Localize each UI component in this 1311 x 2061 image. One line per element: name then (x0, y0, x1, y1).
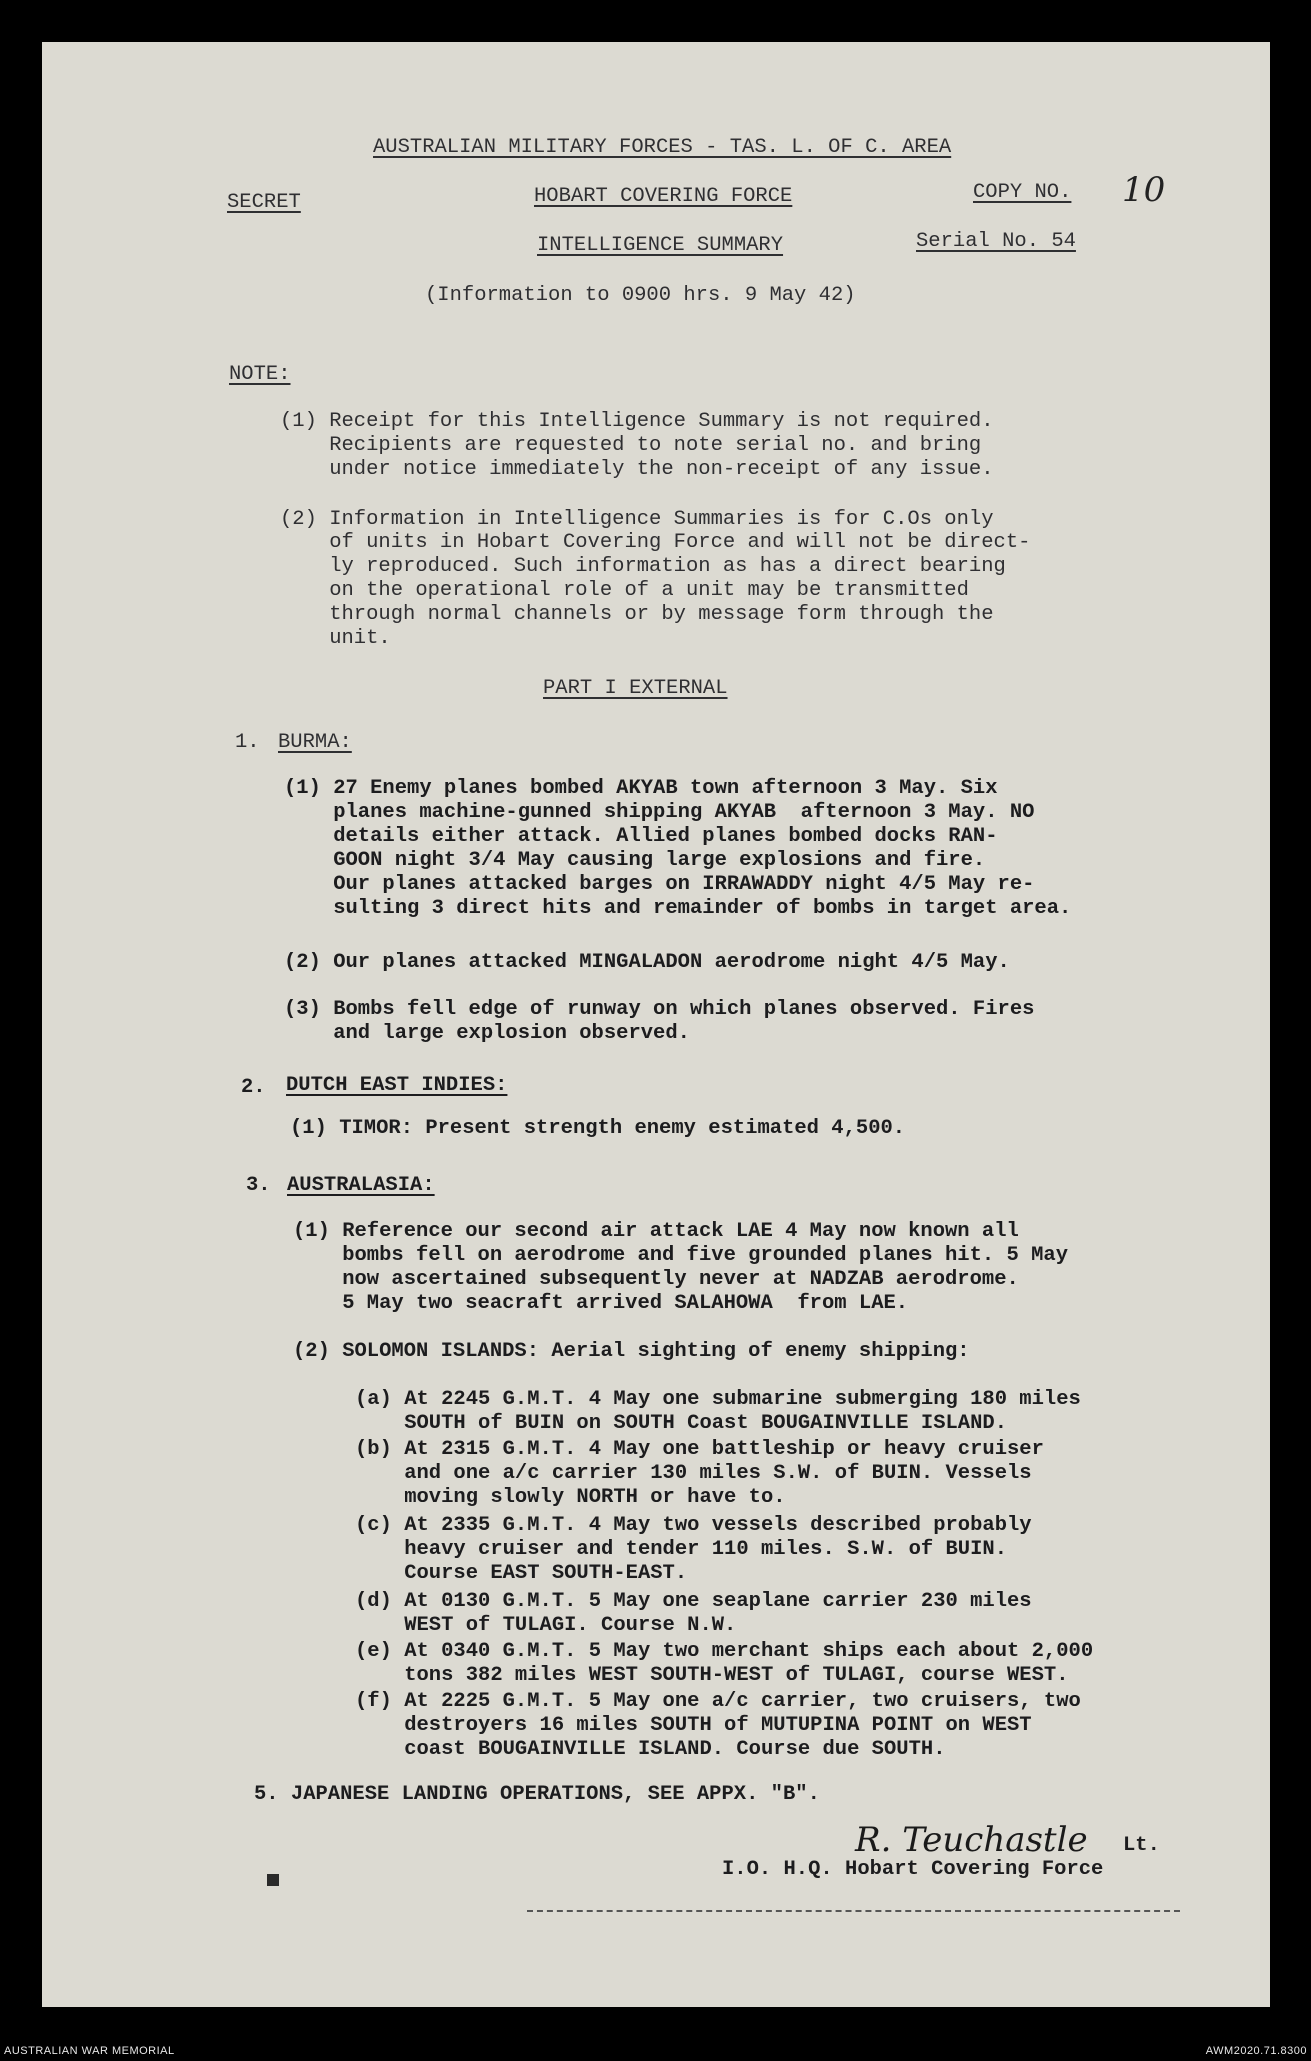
note-heading: NOTE: (229, 363, 291, 386)
force-name: HOBART COVERING FORCE (534, 185, 793, 208)
burma-item1-line2: planes machine-gunned shipping AKYAB afternoon 3 May. NO (284, 801, 1035, 824)
summary-title: INTELLIGENCE SUMMARY (537, 234, 784, 257)
signature-rank: Lt. (1123, 1834, 1160, 1857)
australasia-item1-line2: bombs fell on aerodrome and five grounded planes hit. 5 May (293, 1244, 1069, 1267)
footer-credit: AUSTRALIAN WAR MEMORIAL (4, 2045, 175, 2057)
burma-item3-line1: (3) Bombs fell edge of runway on which planes observed. Fires (284, 998, 1035, 1021)
australasia-item2: (2) SOLOMON ISLANDS: Aerial sighting of enemy shipping: (293, 1340, 970, 1363)
sighting-d-line2: WEST of TULAGI. Course N.W. (355, 1614, 737, 1637)
section-number-dei: 2. (241, 1076, 266, 1099)
burma-item1-line1: (1) 27 Enemy planes bombed AKYAB town afternoon 3 May. Six (284, 777, 998, 800)
burma-item1-line5: Our planes attacked barges on IRRAWADDY night 4/5 May re- (284, 873, 1035, 896)
signature-office: I.O. H.Q. Hobart Covering Force (722, 1858, 1104, 1881)
copy-label: COPY NO. (973, 181, 1072, 204)
sighting-a-line1: (a) At 2245 G.M.T. 4 May one submarine submerging 180 miles (355, 1388, 1081, 1411)
note-item2-line6: unit. (280, 627, 391, 650)
section-number-australasia: 3. (246, 1174, 271, 1197)
note-item2-line5: through normal channels or by message form through the (280, 603, 994, 626)
sighting-d-line1: (d) At 0130 G.M.T. 5 May one seaplane carrier 230 miles (355, 1590, 1032, 1613)
section-number-burma: 1. (235, 731, 260, 754)
sighting-f-line2: destroyers 16 miles SOUTH of MUTUPINA POINT on WEST (355, 1714, 1032, 1737)
copy-number: 10 (1122, 170, 1166, 210)
note-item2-line2: of units in Hobart Covering Force and will not be direct- (280, 531, 1031, 554)
burma-item3-line2: and large explosion observed. (284, 1022, 690, 1045)
header-title: AUSTRALIAN MILITARY FORCES - TAS. L. OF C. AREA (373, 136, 952, 159)
handwritten-signature: R. Teuchastle (855, 1820, 1088, 1860)
sighting-c-line3: Course EAST SOUTH-EAST. (355, 1562, 688, 1585)
dashed-rule (527, 1910, 1180, 1912)
note-item2-line3: ly reproduced. Such information as has a direct bearing (280, 555, 1006, 578)
burma-item1-line6: sulting 3 direct hits and remainder of bombs in target area. (284, 897, 1072, 920)
burma-item1-line4: GOON night 3/4 May causing large explosions and fire. (284, 849, 986, 872)
sighting-c-line1: (c) At 2335 G.M.T. 4 May two vessels described probably (355, 1514, 1032, 1537)
note-item1-line3: under notice immediately the non-receipt of any issue. (280, 458, 994, 481)
sighting-e-line1: (e) At 0340 G.M.T. 5 May two merchant ships each about 2,000 (355, 1640, 1094, 1663)
sighting-e-line2: tons 382 miles WEST SOUTH-WEST of TULAGI, course WEST. (355, 1664, 1069, 1687)
footer-accession: AWM2020.71.8300 (1205, 2045, 1307, 2057)
note-item2-line4: on the operational role of a unit may be transmitted (280, 579, 969, 602)
classification-label: SECRET (227, 191, 301, 214)
dei-item1: (1) TIMOR: Present strength enemy estimated 4,500. (290, 1117, 906, 1140)
australasia-item1-line1: (1) Reference our second air attack LAE 4 May now known all (293, 1220, 1019, 1243)
serial-number: Serial No. 54 (916, 230, 1076, 253)
paper-mark (267, 1874, 279, 1886)
sighting-f-line1: (f) At 2225 G.M.T. 5 May one a/c carrier, two cruisers, two (355, 1690, 1081, 1713)
australasia-item1-line3: now ascertained subsequently never at NADZAB aerodrome. (293, 1268, 1019, 1291)
part-heading: PART I EXTERNAL (543, 677, 728, 700)
note-item1-line2: Recipients are requested to note serial no. and bring (280, 434, 982, 457)
item-5-japanese-landing: 5. JAPANESE LANDING OPERATIONS, SEE APPX. "B". (254, 1783, 820, 1806)
info-line: (Information to 0900 hrs. 9 May 42) (425, 284, 856, 307)
section-heading-burma: BURMA: (278, 731, 352, 754)
sighting-f-line3: coast BOUGAINVILLE ISLAND. Course due SOUTH. (355, 1738, 946, 1761)
burma-item2: (2) Our planes attacked MINGALADON aerodrome night 4/5 May. (284, 951, 1010, 974)
australasia-item1-line4: 5 May two seacraft arrived SALAHOWA from LAE. (293, 1292, 909, 1315)
section-heading-dei: DUTCH EAST INDIES: (286, 1074, 508, 1097)
sighting-c-line2: heavy cruiser and tender 110 miles. S.W. of BUIN. (355, 1538, 1008, 1561)
burma-item1-line3: details either attack. Allied planes bombed docks RAN- (284, 825, 998, 848)
sighting-b-line1: (b) At 2315 G.M.T. 4 May one battleship or heavy cruiser (355, 1438, 1044, 1461)
section-heading-australasia: AUSTRALASIA: (287, 1174, 435, 1197)
note-item1-line1: (1) Receipt for this Intelligence Summary is not required. (280, 410, 994, 433)
sighting-a-line2: SOUTH of BUIN on SOUTH Coast BOUGAINVILLE ISLAND. (355, 1412, 1008, 1435)
note-item2-line1: (2) Information in Intelligence Summaries is for C.Os only (280, 508, 994, 531)
sighting-b-line3: moving slowly NORTH or have to. (355, 1486, 786, 1509)
sighting-b-line2: and one a/c carrier 130 miles S.W. of BUIN. Vessels (355, 1462, 1032, 1485)
